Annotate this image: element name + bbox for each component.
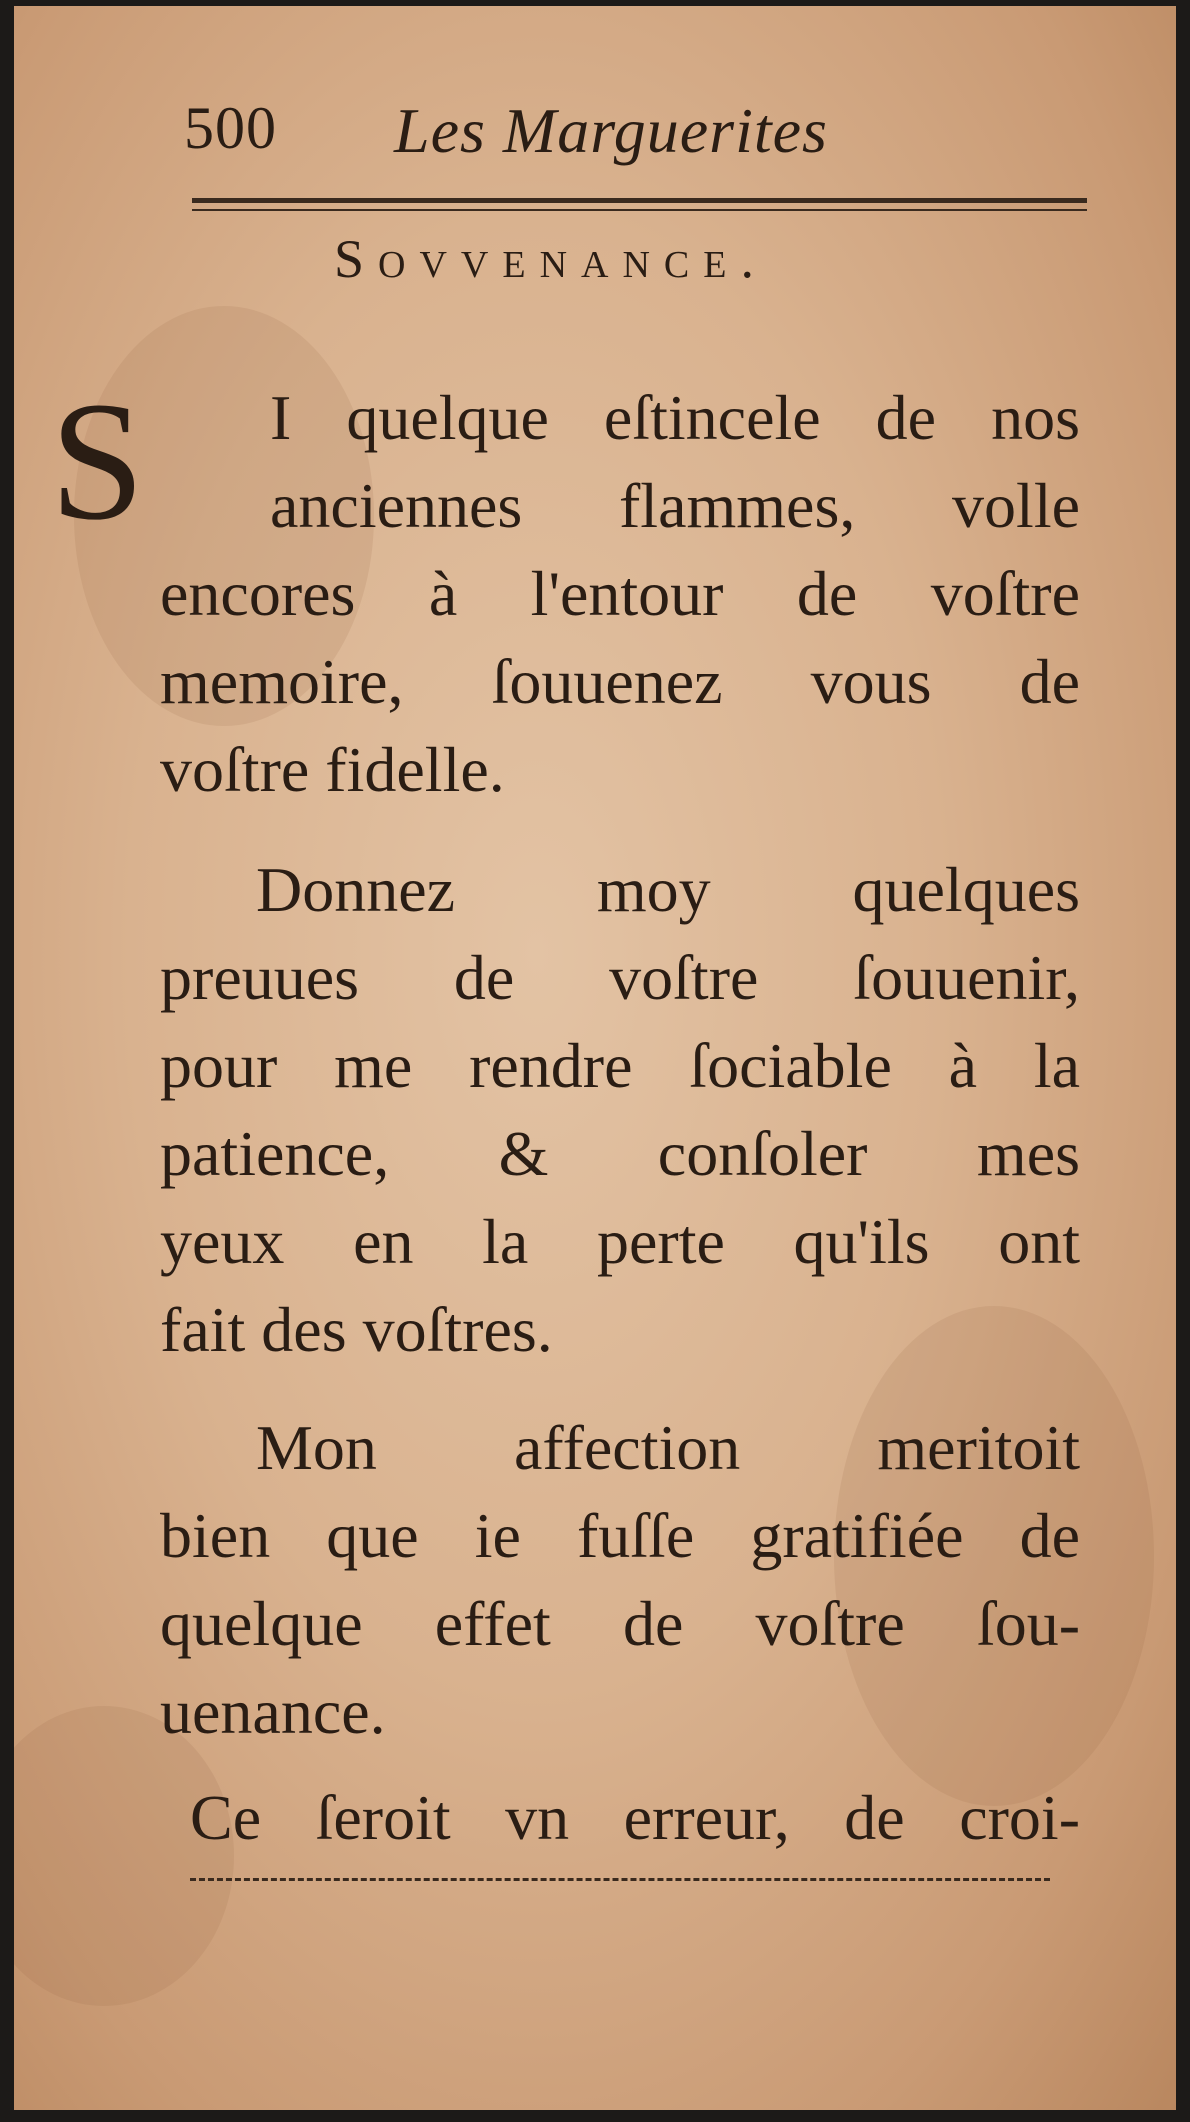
text-line: patience, & conſoler mes (160, 1118, 1080, 1189)
text-line: yeux en la perte qu'ils ont (160, 1206, 1080, 1277)
text-line: I quelque eſtincele de nos (270, 382, 1080, 453)
text-line: anciennes flammes, volle (270, 470, 1080, 541)
text-line: Ce ſeroit vn erreur, de croi- (190, 1782, 1080, 1853)
drop-cap: S (50, 367, 145, 555)
paper-stain (14, 1706, 234, 2006)
text-line: Donnez moy quelques (256, 854, 1080, 925)
book-page (14, 6, 1176, 2110)
text-line: preuues de voſtre ſouuenir, (160, 942, 1080, 1013)
text-line: memoire, ſouuenez vous de (160, 646, 1080, 717)
bottom-rule (190, 1878, 1050, 1881)
header-rule (192, 198, 1087, 211)
text-line: pour me rendre ſociable à la (160, 1030, 1080, 1101)
page-number: 500 (184, 95, 277, 161)
text-line: Mon affection meritoit (256, 1412, 1080, 1483)
text-line: uenance. (160, 1676, 386, 1747)
section-title: Sovvenance. (334, 229, 768, 289)
text-line: voſtre fidelle. (160, 734, 505, 805)
running-title: Les Marguerites (394, 95, 828, 166)
text-line: bien que ie fuſſe gratifiée de (160, 1500, 1080, 1571)
text-line: encores à l'entour de voſtre (160, 558, 1080, 629)
page-header (184, 94, 1084, 184)
text-line: quelque effet de voſtre ſou- (160, 1588, 1080, 1659)
text-line: fait des voſtres. (160, 1294, 553, 1365)
